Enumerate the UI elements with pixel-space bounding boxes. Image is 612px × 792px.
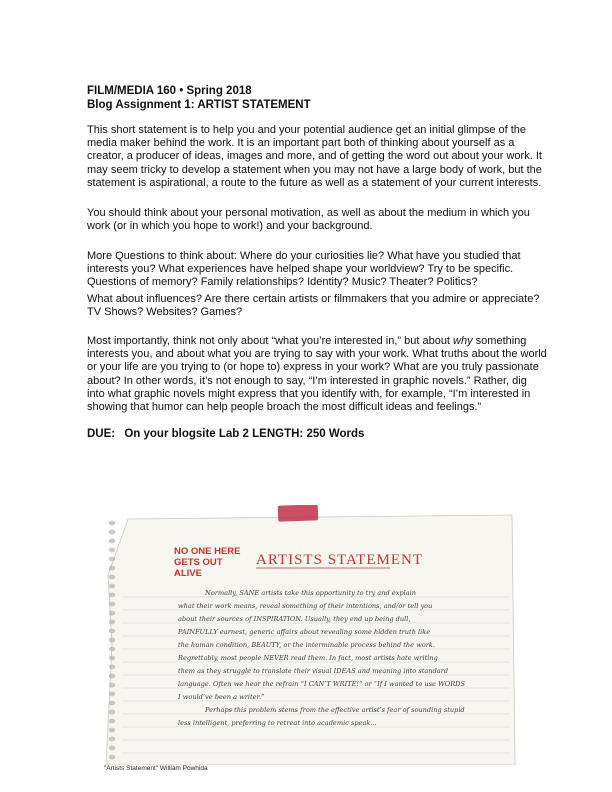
spiral-hole [109,692,115,697]
artwork-caption: "Artists Statement" William Powhida [104,765,208,772]
spiral-hole [109,755,115,760]
importance-text-1: Most importantly, think not only about “what you’re interested in,” but about [87,335,454,347]
handwriting-line: them as they struggle to translate their visual IDEAS and meaning into standard [178,667,449,675]
spiral-hole [109,728,115,733]
course-title: FILM/MEDIA 160 • Spring 2018 [87,85,252,97]
length-label: LENGTH: 250 Words [252,428,365,440]
spiral-hole [109,737,115,742]
handwriting-line: Normally, SANE artists take this opportunity to try and explain [205,589,417,597]
spiral-hole [109,665,115,670]
spiral-hole [109,647,115,652]
stamp-line-3: ALIVE [174,568,202,579]
stamp-line-1: NO ONE HERE [174,546,241,557]
stamp-line-2: GETS OUT [174,557,223,568]
spiral-hole [109,629,115,634]
spiral-hole [109,521,115,526]
handwriting-line: the human condition, BEAUTY, or the interminable process behind the work. [178,641,436,649]
due-line [87,428,364,440]
spiral-hole [109,566,115,571]
handwriting-line: less intelligent, preferring to retreat into academic speak... [178,719,377,727]
spiral-hole [109,548,115,553]
spiral-hole [109,584,115,589]
due-label: DUE: [87,428,116,440]
importance-paragraph [87,335,547,414]
spiral-hole [109,530,115,535]
spiral-hole [109,539,115,544]
spiral-hole [109,611,115,616]
red-tape [278,505,319,522]
intro-paragraph: This short statement is to help you and your potential audience get an initial glimpse of the media maker behind the work. It is an important part both of thinking about yourself as a creator, a producer of ideas, images and more, and of getting the word out about your work. It may seem tricky to develop a statement when you may not have a large body of work, but the statement is aspirational, a route to the future as well as a statement of your current interests. [87,124,542,189]
spiral-hole [109,557,115,562]
handwriting-line: about their sources of INSPIRATION. Usually, they end up being dull, [178,615,411,623]
handwriting-line: PAINFULLY earnest, generic affairs about revealing some hidden truth like [178,628,431,636]
spiral-hole [109,683,115,688]
spiral-hole [109,575,115,580]
artist-statement-artwork [100,505,520,765]
questions-paragraph: More Questions to think about: Where do your curiosities lie? What have you studied that interests you? What experiences have helped shape your worldview? Try to be specific. Questions of memory? Family relationships? Identity? Music? Theater? Politics? [87,250,521,289]
spiral-hole [109,710,115,715]
importance-emphasis: why [453,335,473,347]
spiral-hole [109,701,115,706]
spiral-hole [109,674,115,679]
handwriting-line: Regrettably, most people NEVER read them. In fact, most artists hate writing [178,654,438,662]
spiral-hole [109,602,115,607]
spiral-hole [109,746,115,751]
spiral-hole [109,638,115,643]
due-value: On your blogsite Lab 2 [124,428,249,440]
spiral-hole [109,719,115,724]
importance-text-2: something interests you, and about what you are trying to say with your work. What truths about the world or your life are you trying to (or hope to) express in your work? What are you truly passionate about? In other words, it’s not enough to say, “I’m interested in graphic novels.” Rather, dig into what graphic novels might express that you identify with, for example, “I’m interested in showing that humor can help people broach the most difficult ideas and feelings.” [87,335,547,414]
motivation-paragraph: You should think about your personal motivation, as well as about the medium in which you work (or in which you hope to work!) and your background. [87,207,530,233]
handwriting-line: language. Often we hear the refrain “I CAN’T WRITE!” or “If I wanted to use WORDS [178,680,465,688]
spiral-hole [109,656,115,661]
handwriting-line: I would’ve been a writer.” [178,693,265,701]
artwork-title: ARTISTS STATEMENT [256,552,423,568]
handwriting-line: what their work means, reveal something of their intentions, and/or tell you [178,602,433,610]
spiral-hole [109,620,115,625]
spiral-hole [109,593,115,598]
handwriting-line: Perhaps this problem stems from the effective artist’s fear of sounding stupid [205,706,465,714]
handwriting-block [177,589,465,727]
influences-paragraph: What about influences? Are there certain artists or filmmakers that you admire or appreciate? TV Shows? Websites? Games? [87,293,540,319]
assignment-title: Blog Assignment 1: ARTIST STATEMENT [87,99,311,111]
